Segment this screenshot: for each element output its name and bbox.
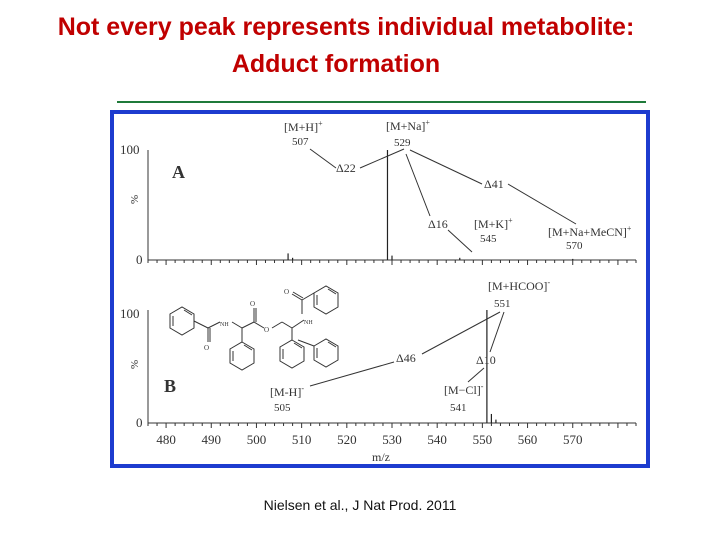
x-tick-labels bbox=[156, 432, 582, 447]
panel-a-y-top: 100 bbox=[120, 142, 140, 157]
label-m-plus-na-mz: 529 bbox=[394, 137, 411, 149]
svg-text:O: O bbox=[264, 326, 270, 334]
leader-d10-b bbox=[468, 368, 484, 382]
x-tick-label: 540 bbox=[427, 432, 447, 447]
leader-d22 bbox=[360, 149, 404, 168]
leader-d10-a bbox=[490, 312, 504, 352]
label-delta-22: Δ22 bbox=[336, 161, 356, 175]
panel-b-annotations bbox=[270, 278, 550, 414]
label-delta-16: Δ16 bbox=[428, 217, 448, 231]
x-tick-label: 550 bbox=[472, 432, 493, 447]
panel-b-letter: B bbox=[164, 376, 177, 396]
x-tick-label: 480 bbox=[156, 432, 176, 447]
label-delta-41: Δ41 bbox=[484, 177, 504, 191]
panel-b-tick-marks bbox=[148, 423, 636, 428]
panel-a-y-label: % bbox=[129, 194, 141, 204]
svg-text:NH: NH bbox=[220, 322, 229, 328]
leader-d16-a bbox=[406, 154, 430, 216]
leader-mh bbox=[310, 149, 336, 168]
x-tick-label: 530 bbox=[382, 432, 402, 447]
label-m-plus-hcoo-mz: 551 bbox=[494, 298, 511, 310]
label-m-minus-cl-mz: 541 bbox=[450, 402, 467, 414]
leader-d16-b bbox=[448, 230, 472, 252]
label-m-plus-na: [M+Na]+ bbox=[386, 118, 430, 133]
mass-spectra-figure bbox=[110, 110, 650, 468]
svg-text:NH: NH bbox=[304, 320, 313, 326]
x-tick-label: 510 bbox=[291, 432, 312, 447]
panel-a-axes bbox=[148, 150, 636, 265]
panel-b-y-top: 100 bbox=[120, 306, 140, 321]
leader-d41-b bbox=[508, 184, 576, 224]
x-tick-label: 520 bbox=[337, 432, 357, 447]
x-tick-label: 560 bbox=[517, 432, 538, 447]
x-tick-label: 490 bbox=[201, 432, 222, 447]
slide-title-line1: Not every peak represents individual metabolite: bbox=[57, 13, 635, 41]
slide-title-line2: Adduct formation bbox=[231, 50, 441, 78]
label-delta-46: Δ46 bbox=[396, 351, 416, 365]
panel-a-annotations bbox=[284, 118, 632, 252]
label-m-plus-na-mecn: [M+Na+MeCN]+ bbox=[548, 224, 632, 239]
panel-a-tick-marks bbox=[148, 260, 636, 265]
title-divider bbox=[117, 101, 646, 103]
x-axis-label: m/z bbox=[372, 450, 390, 464]
label-m-plus-na-mecn-mz: 570 bbox=[566, 240, 583, 252]
svg-text:O: O bbox=[284, 288, 290, 296]
panel-a-peaks bbox=[288, 150, 573, 260]
label-m-plus-h: [M+H]+ bbox=[284, 119, 323, 134]
label-delta-10: Δ10 bbox=[476, 353, 496, 367]
label-m-plus-k-mz: 545 bbox=[480, 233, 497, 245]
leader-d46-a bbox=[422, 312, 500, 354]
label-m-plus-hcoo: [M+HCOO]- bbox=[488, 278, 551, 293]
label-m-minus-cl: [M−Cl]- bbox=[444, 382, 484, 397]
panel-a-letter: A bbox=[172, 162, 185, 182]
molecule-structure-icon bbox=[170, 286, 338, 370]
x-tick-label: 500 bbox=[246, 432, 267, 447]
panel-b-y-bottom: 0 bbox=[136, 415, 143, 430]
label-m-plus-h-mz: 507 bbox=[292, 136, 309, 148]
citation: Nielsen et al., J Nat Prod. 2011 bbox=[263, 497, 457, 513]
label-m-minus-h-mz: 505 bbox=[274, 402, 291, 414]
svg-text:O: O bbox=[204, 344, 210, 352]
leader-d46-b bbox=[310, 362, 394, 386]
label-m-minus-h: [M-H]- bbox=[270, 384, 304, 399]
mass-spectra-svg bbox=[114, 114, 646, 464]
panel-a-y-bottom: 0 bbox=[136, 252, 143, 267]
svg-text:O: O bbox=[250, 300, 256, 308]
label-m-plus-k: [M+K]+ bbox=[474, 216, 513, 231]
panel-b-y-label: % bbox=[129, 359, 141, 369]
leader-d41-a bbox=[410, 150, 482, 184]
x-tick-label: 570 bbox=[562, 432, 583, 447]
